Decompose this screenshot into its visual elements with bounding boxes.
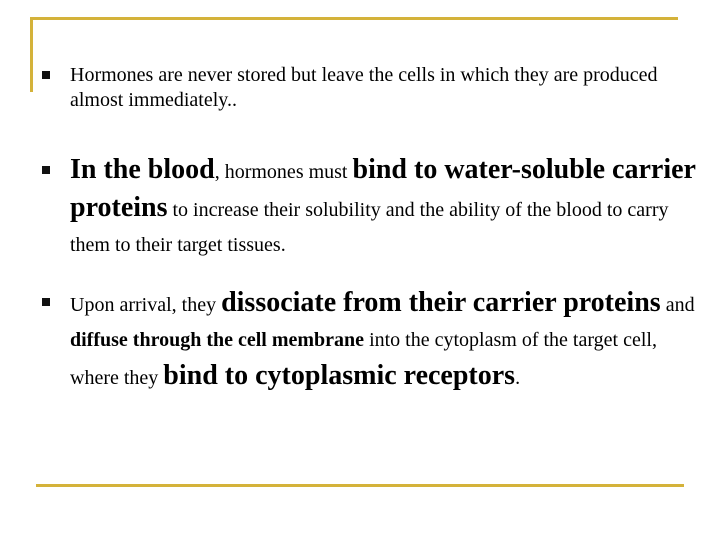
- body-text: and: [660, 294, 695, 316]
- left-rule: [30, 17, 33, 92]
- body-text: into the cytoplasm of the target cell, where they: [70, 329, 657, 389]
- emphasis-text: In the blood: [70, 154, 215, 185]
- emphasis-text: bind to cytoplasmic receptors: [163, 360, 516, 391]
- bullet-square-icon: [42, 71, 50, 79]
- emphasis-text: dissociate from their carrier proteins: [221, 287, 661, 318]
- bullet-1-sentence: Hormones are never stored but leave the cells in which they are produced almost immediately..: [70, 64, 658, 111]
- emphasis-text: bind to water-soluble carrier proteins: [70, 154, 696, 223]
- bottom-rule: [36, 484, 684, 487]
- bullet-square-icon: [42, 166, 50, 174]
- top-rule: [30, 17, 678, 20]
- bullet-1-text: [70, 63, 700, 113]
- bullet-3-text: [70, 285, 700, 396]
- bullet-square-icon: [42, 298, 50, 306]
- body-text: Upon arrival, they: [70, 294, 222, 316]
- emphasis-text: diffuse through the cell membrane: [70, 329, 365, 351]
- bullet-2-text: [70, 152, 700, 263]
- body-text: , hormones must: [214, 161, 353, 183]
- body-text: .: [515, 367, 521, 389]
- body-text: to increase their solubility and the ability of the blood to carry them to their target tissues.: [70, 199, 669, 256]
